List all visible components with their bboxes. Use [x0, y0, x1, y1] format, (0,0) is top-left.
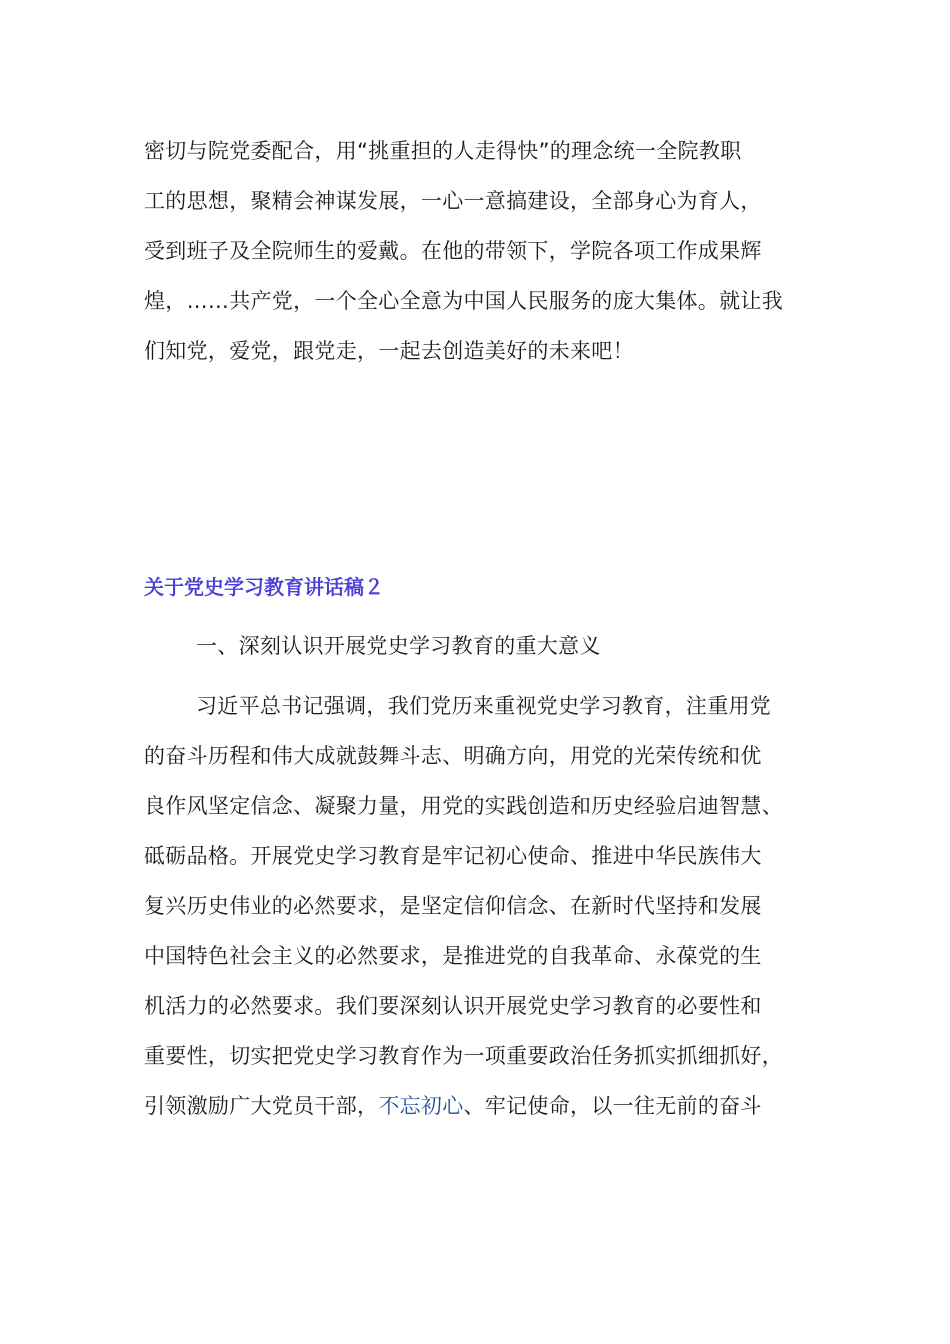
paragraph-line: 工的思想，聚精会神谋发展，一心一意搞建设，全部身心为育人， [144, 189, 762, 213]
text-before-link: 引领激励广大党员干部， [144, 1094, 379, 1118]
paragraph-line: 重要性，切实把党史学习教育作为一项重要政治任务抓实抓细抓好， [144, 1044, 783, 1068]
paragraph-line: 们知党，爱党，跟党走，一起去创造美好的未来吧！ [144, 339, 634, 363]
paragraph-line: 煌，……共产党，一个全心全意为中国人民服务的庞大集体。就让我 [144, 289, 783, 313]
paragraph-line: 中国特色社会主义的必然要求，是推进党的自我革命、永葆党的生 [144, 944, 762, 968]
paragraph-line: 良作风坚定信念、凝聚力量，用党的实践创造和历史经验启迪智慧、 [144, 794, 783, 818]
paragraph-line: 的奋斗历程和伟大成就鼓舞斗志、明确方向，用党的光荣传统和优 [144, 744, 762, 768]
section-title: 关于党史学习教育讲话稿２ [144, 575, 384, 599]
paragraph-line: 密切与院党委配合，用“挑重担的人走得快”的理念统一全院教职 [144, 139, 742, 163]
paragraph-line: 砥砺品格。开展党史学习教育是牢记初心使命、推进中华民族伟大 [144, 844, 762, 868]
paragraph-line-with-link [144, 1091, 762, 1121]
paragraph-line: 习近平总书记强调，我们党历来重视党史学习教育，注重用党 [196, 694, 772, 718]
inline-link[interactable]: 不忘初心 [378, 1094, 464, 1118]
section-subheading: 一、深刻认识开展党史学习教育的重大意义 [196, 634, 601, 658]
paragraph-line: 受到班子及全院师生的爱戴。在他的带领下，学院各项工作成果辉 [144, 239, 762, 263]
text-after-link: 、牢记使命，以一往无前的奋斗 [463, 1094, 762, 1118]
paragraph-line: 机活力的必然要求。我们要深刻认识开展党史学习教育的必要性和 [144, 994, 762, 1018]
paragraph-line: 复兴历史伟业的必然要求，是坚定信仰信念、在新时代坚持和发展 [144, 894, 762, 918]
